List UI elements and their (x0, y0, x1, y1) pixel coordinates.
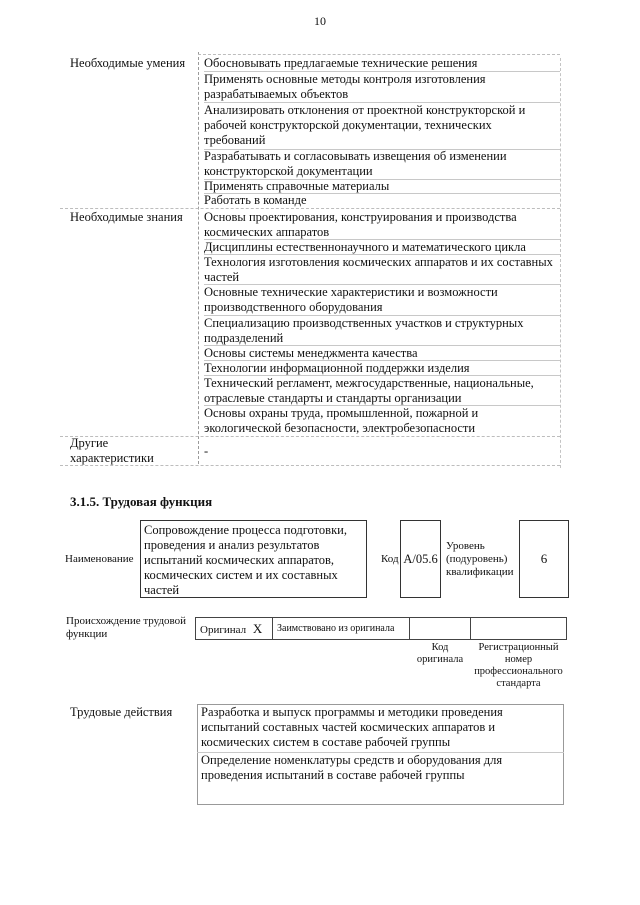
origin-code-cell (409, 617, 471, 640)
skill-item: Анализировать отклонения от проектной конструкторской и рабочей конструкторской документации, технических требований (204, 103, 526, 147)
code-caption: Код оригинала (416, 642, 464, 665)
action-item: Определение номенклатуры средств и оборудования для проведения испытаний в составе рабочей группы (201, 753, 503, 782)
page-number: 10 (314, 14, 326, 28)
knowledge-item: Специализацию производственных участков и структурных подразделений (204, 316, 524, 345)
row-divider (60, 465, 560, 466)
row-divider (198, 54, 560, 55)
knowledge-item: Дисциплины естественнонаучного и математического цикла (204, 240, 526, 254)
knowledge-item: Технический регламент, межгосударственные, национальные, отраслевые стандарты и стандарты организации (204, 376, 534, 405)
skill-item: Применять справочные материалы (204, 179, 390, 193)
skill-item: Разрабатывать и согласовывать извещения об изменении конструкторской документации (204, 149, 507, 178)
knowledge-item: Технология изготовления космических аппаратов и их составных частей (204, 255, 553, 284)
skill-item: Применять основные методы контроля изготовления разрабатываемых объектов (204, 72, 486, 101)
knowledge-item: Технологии информационной поддержки изделия (204, 361, 470, 375)
level-label: Уровень (подуровень) квалификации (446, 540, 514, 578)
knowledge-item: Основные технические характеристики и возможности производственного оборудования (204, 285, 498, 314)
right-border (560, 58, 561, 468)
skill-item: Обосновывать предлагаемые технические решения (204, 56, 478, 70)
section-heading: 3.1.5. Трудовая функция (70, 494, 213, 509)
skill-item: Работать в команде (204, 193, 307, 207)
function-name: Сопровождение процесса подготовки, проведения и анализ результатов испытаний космических аппаратов, космических систем и их составных частей (140, 520, 367, 598)
code-label: Код (381, 553, 399, 565)
action-item: Разработка и выпуск программы и методики проведения испытаний составных частей космических аппаратов и космических систем в составе рабочей группы (201, 705, 503, 749)
actions-label: Трудовые действия (70, 705, 173, 719)
origin-original-cell (195, 617, 273, 640)
qualification-level: 6 (519, 520, 569, 598)
other-label: Другие характеристики (70, 436, 154, 465)
reg-caption: Регистрационный номер профессионального стандарта (474, 642, 563, 689)
knowledge-label: Необходимые знания (70, 210, 183, 224)
column-separator (198, 52, 199, 464)
original-label: Оригинал (200, 624, 247, 636)
knowledge-item: Основы охраны труда, промышленной, пожарной и экологической безопасности, электробезопасности (204, 406, 479, 435)
function-code: A/05.6 (400, 520, 441, 598)
borrowed-label: Заимствовано из оригинала (277, 623, 395, 634)
origin-label: Происхождение трудовой функции (66, 615, 187, 640)
other-value: - (204, 444, 209, 458)
knowledge-item: Основы проектирования, конструирования и производства космических аппаратов (204, 210, 517, 239)
name-label: Наименование (65, 553, 134, 565)
origin-borrowed-cell (272, 617, 410, 640)
original-mark: X (252, 621, 263, 636)
skills-label: Необходимые умения (70, 56, 186, 70)
origin-reg-cell (470, 617, 567, 640)
knowledge-item: Основы системы менеджмента качества (204, 346, 418, 360)
row-divider (60, 208, 560, 209)
